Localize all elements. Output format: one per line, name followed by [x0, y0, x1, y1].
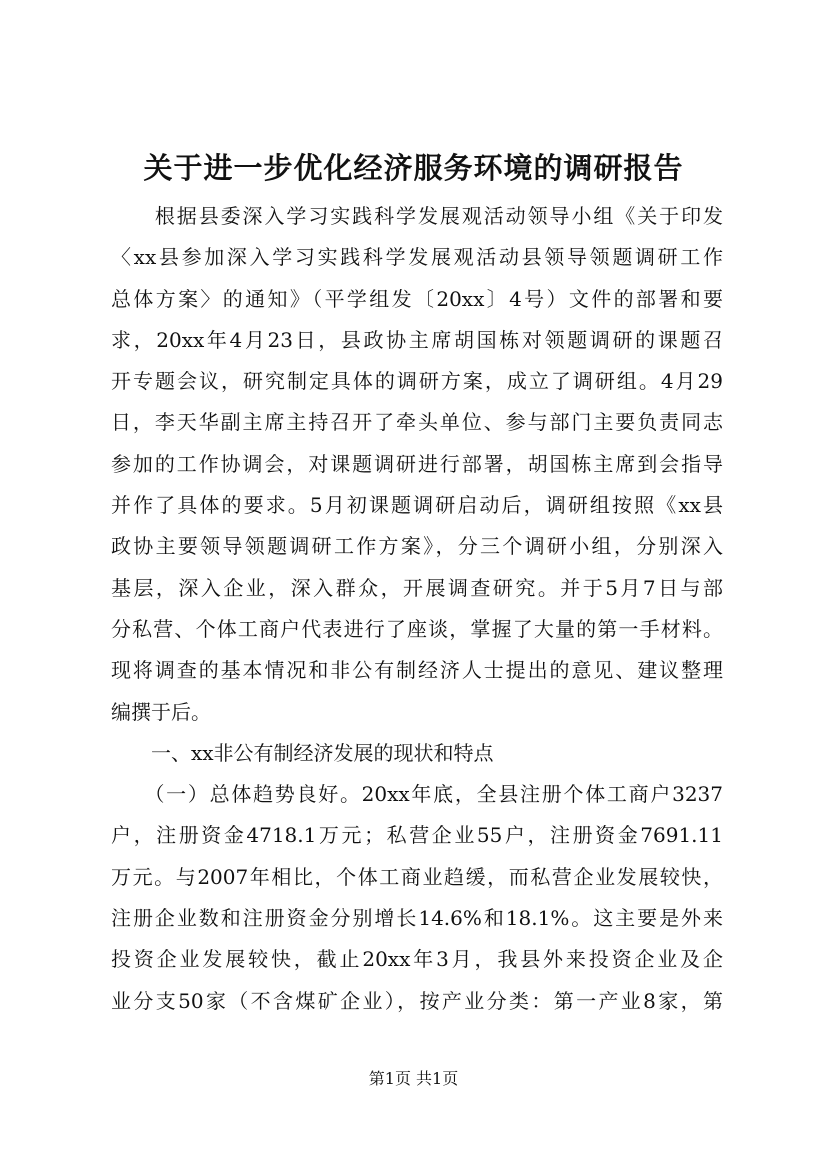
paragraph-line: （一）总体趋势良好。20xx年底，全县注册个体工商户3237 [111, 782, 723, 807]
paragraph-line: 根据县委深入学习实践科学发展观活动领导小组《关于印发 [111, 204, 723, 228]
document-title: 关于进一步优化经济服务环境的调研报告 [143, 151, 684, 185]
paragraph-line: 分私营、个体工商户代表进行了座谈，掌握了大量的第一手材料。 [111, 616, 723, 641]
paragraph-line: 开专题会议，研究制定具体的调研方案，成立了调研组。4月29 [111, 369, 723, 394]
paragraph-line: 参加的工作协调会，对课题调研进行部署，胡国栋主席到会指导 [111, 451, 723, 476]
section-heading: 一、xx非公有制经济发展的现状和特点 [111, 740, 494, 765]
paragraph-line: 户，注册资金4718.1万元；私营企业55户，注册资金7691.11 [111, 823, 723, 848]
paragraph-line: 总体方案〉的通知》（平学组发〔20xx〕4号）文件的部署和要 [111, 286, 723, 311]
paragraph-line: 现将调查的基本情况和非公有制经济人士提出的意见、建议整理 [111, 658, 723, 683]
paragraph-line: 注册企业数和注册资金分别增长14.6%和18.1%。这主要是外来 [111, 906, 723, 931]
page-footer: 第1页 共1页 [368, 1069, 459, 1088]
paragraph-line: 政协主要领导领题调研工作方案》，分三个调研小组，分别深入 [111, 534, 723, 559]
paragraph-line: 〈xx县参加深入学习实践科学发展观活动县领导领题调研工作 [111, 245, 723, 270]
paragraph-line: 万元。与2007年相比，个体工商业趋缓，而私营企业发展较快， [111, 864, 723, 889]
paragraph-line: 业分支50家（不含煤矿企业），按产业分类：第一产业8家，第 [111, 988, 723, 1013]
paragraph-line: 基层，深入企业，深入群众，开展调查研究。并于5月7日与部 [111, 575, 723, 600]
paragraph-line: 求，20xx年4月23日，县政协主席胡国栋对领题调研的课题召 [111, 327, 723, 352]
paragraph-line: 编撰于后。 [111, 699, 211, 724]
document-body [111, 196, 723, 1022]
paragraph-line: 并作了具体的要求。5月初课题调研启动后，调研组按照《xx县 [111, 493, 723, 518]
paragraph-line: 日，李天华副主席主持召开了牵头单位、参与部门主要负责同志 [111, 410, 723, 435]
paragraph-line: 投资企业发展较快，截止20xx年3月，我县外来投资企业及企 [111, 947, 723, 972]
